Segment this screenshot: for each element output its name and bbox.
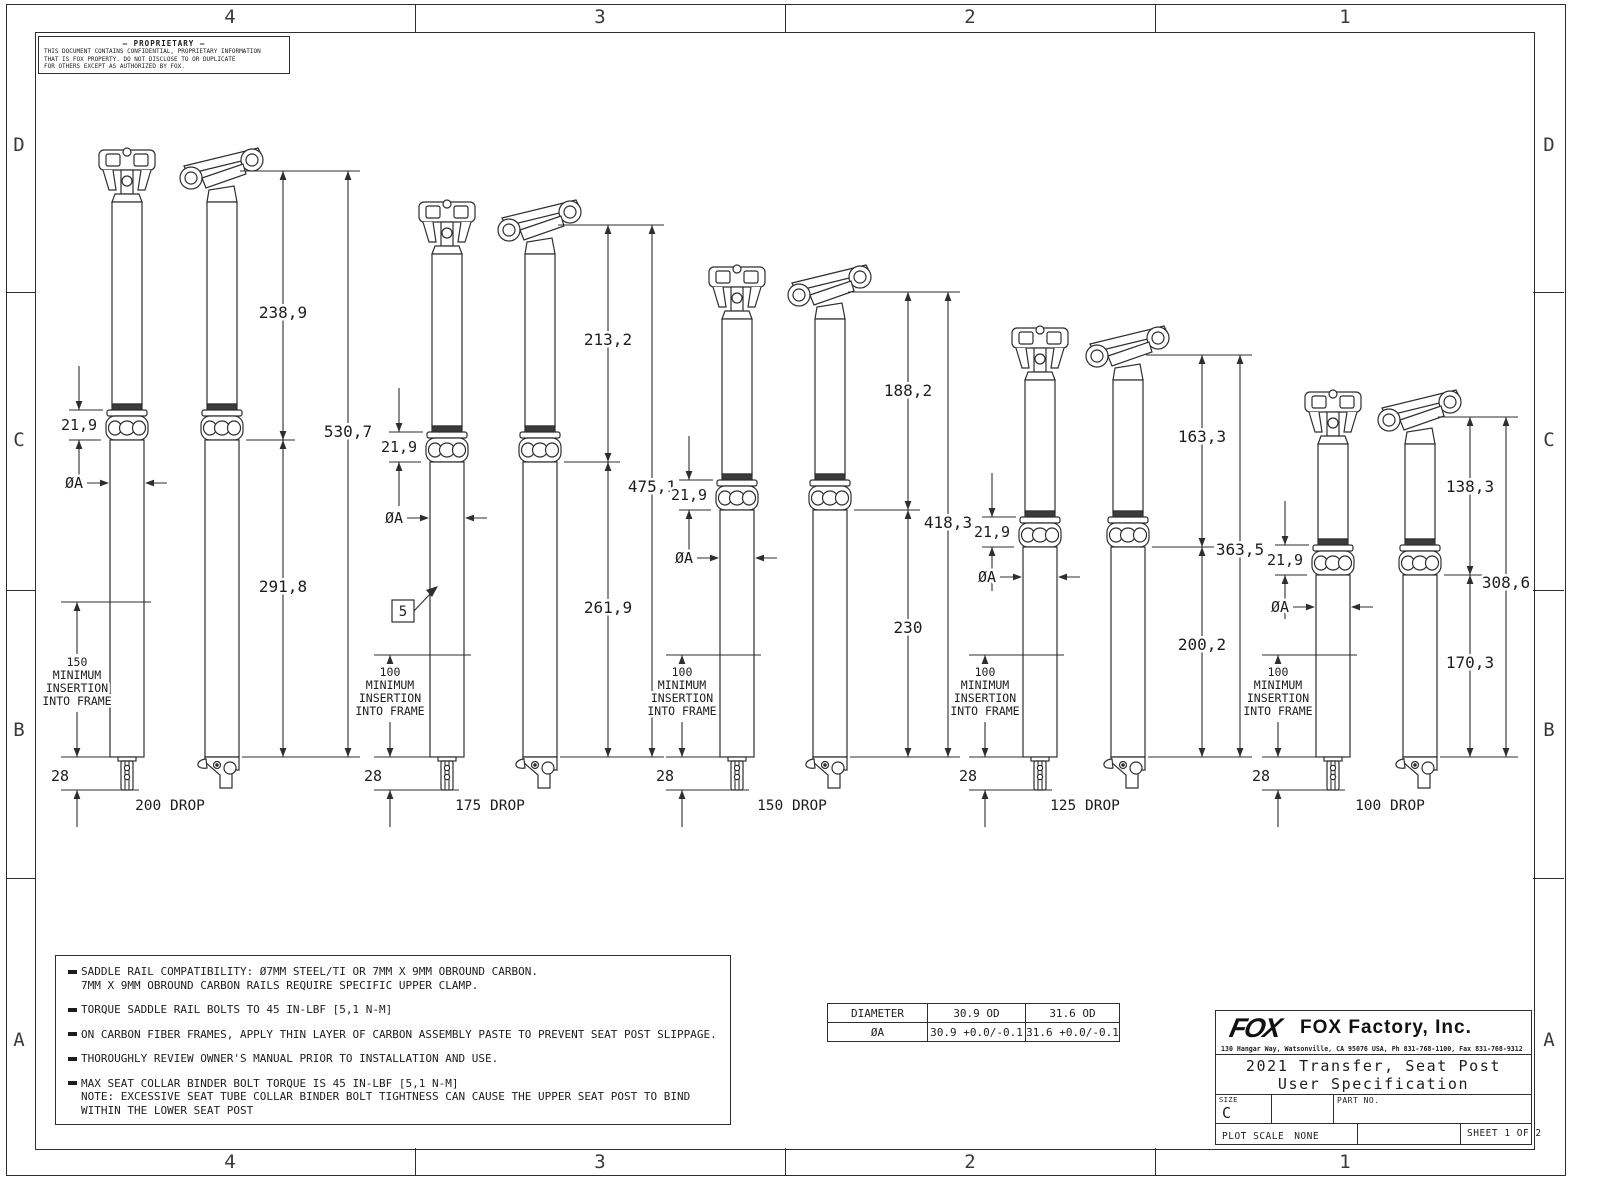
- note-bullet-icon: [68, 1081, 77, 1085]
- diameter-callout: ØA: [384, 509, 403, 527]
- collar-height-dim: 21,9: [380, 438, 418, 456]
- note-item: [68, 1077, 722, 1118]
- zone-column-2: 2: [964, 6, 976, 28]
- company-address: 130 Hangar Way, Watsonville, CA 95076 USA, Ph 831-768-1100, Fax 831-768-9312: [1221, 1045, 1523, 1053]
- min-insertion-note: 100: [671, 665, 693, 679]
- notes-block: [55, 955, 731, 1125]
- min-insertion-note: MINIMUM: [365, 678, 415, 692]
- note-line: WITHIN THE LOWER SEAT POST: [81, 1103, 254, 1117]
- min-insertion-note: INSERTION: [953, 691, 1017, 705]
- lower-length-dim: 261,9: [583, 598, 633, 617]
- upper-length-dim: 213,2: [583, 330, 633, 349]
- note-bullet-icon: [68, 1057, 77, 1061]
- plot-scale-value: NONE: [1294, 1131, 1320, 1142]
- min-insertion-note: INTO FRAME: [1243, 704, 1313, 718]
- min-insertion-note: INSERTION: [358, 691, 422, 705]
- zone-column-3: 3: [594, 6, 606, 28]
- zone-row-B: B: [13, 719, 25, 741]
- zone-column-4: 4: [224, 1151, 236, 1173]
- zone-column-1: 1: [1339, 6, 1351, 28]
- zone-row-C: C: [1543, 429, 1555, 451]
- overall-length-dim: 418,3: [923, 513, 973, 532]
- collar-height-dim: 21,9: [973, 523, 1011, 541]
- zone-row-B: B: [1543, 719, 1555, 741]
- seatpost-pair-150-drop: [647, 265, 972, 827]
- seatpost-pair-175-drop: [355, 200, 676, 827]
- drawing-title-line2: User Specification: [1277, 1075, 1470, 1093]
- upper-length-dim: 188,2: [883, 381, 933, 400]
- proprietary-line: FOR OTHERS EXCEPT AS AUTHORIZED BY FOX.: [44, 63, 185, 71]
- part-no-label: PART NO.: [1337, 1096, 1380, 1105]
- diameter-callout: ØA: [1270, 598, 1289, 616]
- title-block: [1215, 1010, 1542, 1145]
- diameter-table-cell: 31.6 OD: [1026, 1004, 1119, 1023]
- seatpost-pair-100-drop: [1243, 390, 1530, 827]
- proprietary-title: — PROPRIETARY —: [122, 39, 206, 48]
- bottom-offset-dim: 28: [1251, 767, 1270, 785]
- note-line: NOTE: EXCESSIVE SEAT TUBE COLLAR BINDER BOLT TIGHTNESS CAN CAUSE THE UPPER SEAT POST TO BIND: [81, 1090, 691, 1103]
- sheet-number: SHEET 1 OF 2: [1467, 1128, 1542, 1139]
- proprietary-line: THAT IS FOX PROPERTY. DO NOT DISCLOSE TO OR DUPLICATE: [44, 55, 236, 63]
- upper-length-dim: 138,3: [1445, 477, 1495, 496]
- company-name: FOX Factory, Inc.: [1300, 1017, 1472, 1038]
- zone-column-2: 2: [964, 1151, 976, 1173]
- zone-row-D: D: [1543, 134, 1555, 156]
- upper-length-dim: 238,9: [258, 303, 308, 322]
- diameter-table-cell: 30.9 OD: [928, 1004, 1026, 1023]
- min-insertion-note: 150: [66, 655, 88, 669]
- min-insertion-note: MINIMUM: [657, 678, 707, 692]
- min-insertion-note: INSERTION: [650, 691, 714, 705]
- zone-row-C: C: [13, 429, 25, 451]
- diameter-table-row: [828, 1004, 1119, 1023]
- min-insertion-note: 100: [1267, 665, 1289, 679]
- overall-length-dim: 475,1: [627, 477, 677, 496]
- zone-row-A: A: [13, 1029, 25, 1051]
- note-bullet-icon: [68, 1032, 77, 1036]
- drawing-title: [1216, 1055, 1531, 1095]
- bottom-offset-dim: 28: [363, 767, 382, 785]
- min-insertion-note: MINIMUM: [1253, 678, 1303, 692]
- bottom-offset-dim: 28: [958, 767, 977, 785]
- lower-length-dim: 200,2: [1177, 635, 1227, 654]
- note-line: THOROUGHLY REVIEW OWNER'S MANUAL PRIOR TO INSTALLATION AND USE.: [68, 1052, 722, 1066]
- empty-cell: [1272, 1095, 1334, 1123]
- diameter-callout: ØA: [64, 474, 83, 492]
- lower-length-dim: 291,8: [258, 577, 308, 596]
- drop-length-label: 125 DROP: [1050, 798, 1120, 814]
- diameter-table-cell: 30.9 +0.0/-0.1: [928, 1023, 1026, 1041]
- zone-column-4: 4: [224, 6, 236, 28]
- overall-length-dim: 363,5: [1215, 540, 1265, 559]
- note-item: [68, 1052, 722, 1066]
- min-insertion-note: MINIMUM: [960, 678, 1010, 692]
- min-insertion-note: MINIMUM: [52, 668, 102, 682]
- note-bullet-icon: [68, 1008, 77, 1012]
- diameter-callout: ØA: [977, 568, 996, 586]
- drop-length-label: 100 DROP: [1355, 798, 1425, 814]
- part-no-cell: [1334, 1095, 1531, 1123]
- note-item: [68, 1003, 722, 1017]
- title-block-size-row: [1216, 1095, 1531, 1124]
- lower-length-dim: 230: [893, 618, 923, 637]
- note-bullet-icon: [68, 970, 77, 974]
- drop-length-label: 200 DROP: [135, 798, 205, 814]
- title-block-company-row: [1216, 1011, 1531, 1055]
- note-line: 7MM X 9MM OBROUND CARBON RAILS REQUIRE SPECIFIC UPPER CLAMP.: [81, 978, 479, 992]
- min-insertion-note: INTO FRAME: [42, 694, 112, 708]
- min-insertion-note: INTO FRAME: [647, 704, 717, 718]
- note-line: TORQUE SADDLE RAIL BOLTS TO 45 IN-LBF [5,1 N-M]: [68, 1003, 722, 1017]
- zone-row-D: D: [13, 134, 25, 156]
- bottom-offset-dim: 28: [50, 767, 69, 785]
- note-item: [68, 965, 722, 992]
- collar-height-dim: 21,9: [60, 416, 98, 434]
- proprietary-line: THIS DOCUMENT CONTAINS CONFIDENTIAL, PROPRIETARY INFORMATION: [44, 48, 261, 55]
- min-insertion-note: INSERTION: [1246, 691, 1310, 705]
- min-insertion-note: 100: [974, 665, 996, 679]
- zone-row-A: A: [1543, 1029, 1555, 1051]
- seatpost-pair-200-drop: [42, 148, 372, 827]
- diameter-callout: ØA: [674, 549, 693, 567]
- size-cell: [1216, 1095, 1272, 1123]
- note-item: [68, 1028, 722, 1042]
- lower-length-dim: 170,3: [1445, 653, 1495, 672]
- diameter-table-row: [828, 1023, 1119, 1041]
- note-line: SADDLE RAIL COMPATIBILITY: Ø7MM STEEL/TI OR 7MM X 9MM OBROUND CARBON.: [68, 965, 722, 979]
- title-block-scale-row: [1216, 1124, 1542, 1144]
- min-insertion-note: 100: [379, 665, 401, 679]
- collar-height-dim: 21,9: [1266, 551, 1304, 569]
- fox-logo: FOX: [1226, 1013, 1283, 1043]
- collar-height-dim: 21,9: [670, 486, 708, 504]
- size-label: SIZE: [1219, 1096, 1238, 1104]
- diameter-table-cell: 31.6 +0.0/-0.1: [1026, 1026, 1119, 1039]
- size-value: C: [1222, 1104, 1232, 1122]
- min-insertion-note: INSERTION: [45, 681, 109, 695]
- plot-scale-label: PLOT SCALE: [1222, 1131, 1285, 1142]
- drawing-title-line1: 2021 Transfer, Seat Post: [1245, 1057, 1502, 1075]
- zone-column-1: 1: [1339, 1151, 1351, 1173]
- note-line: MAX SEAT COLLAR BINDER BOLT TORQUE IS 45 IN-LBF [5,1 N-M]: [68, 1077, 722, 1091]
- plot-scale-cell: [1216, 1124, 1358, 1144]
- overall-length-dim: 308,6: [1481, 573, 1531, 592]
- min-insertion-note: INTO FRAME: [950, 704, 1020, 718]
- seatpost-pair-125-drop: [950, 326, 1264, 827]
- note-flag-5: 5: [398, 604, 408, 620]
- bottom-offset-dim: 28: [655, 767, 674, 785]
- drop-length-label: 175 DROP: [455, 798, 525, 814]
- upper-length-dim: 163,3: [1177, 427, 1227, 446]
- overall-length-dim: 530,7: [323, 422, 373, 441]
- sheet-cell: [1461, 1124, 1542, 1144]
- min-insertion-note: INTO FRAME: [355, 704, 425, 718]
- drop-length-label: 150 DROP: [757, 798, 827, 814]
- note-line: ON CARBON FIBER FRAMES, APPLY THIN LAYER OF CARBON ASSEMBLY PASTE TO PREVENT SEAT POST SLIPPAGE.: [68, 1028, 722, 1042]
- empty-cell: [1358, 1124, 1461, 1144]
- diameter-table: [827, 1003, 1120, 1042]
- diameter-table-cell: DIAMETER: [828, 1004, 928, 1023]
- zone-column-3: 3: [594, 1151, 606, 1173]
- diameter-table-cell: ØA: [828, 1023, 928, 1041]
